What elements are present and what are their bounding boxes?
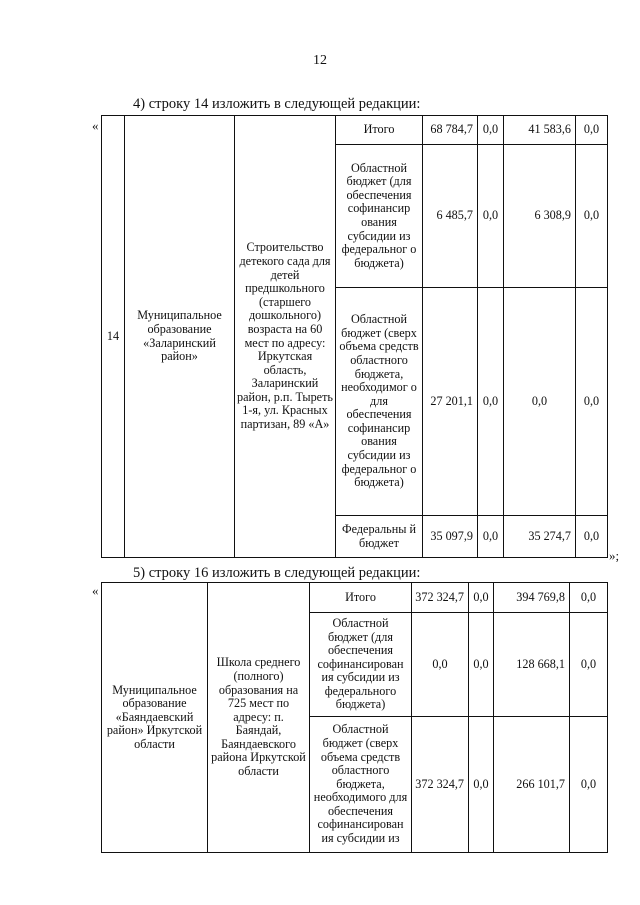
- section-4-table: [101, 115, 608, 558]
- value-cell: 0,0: [469, 717, 494, 853]
- object-cell: Строительство детекого сада для детей предшкольного (старшего дошкольного) возраста на 60 мест по адресу: Иркутская область, Заларинский район, р.п. Тыреть 1-я, ул. Красных партизан, 89 «А»: [235, 116, 336, 558]
- section-5-row-total: [102, 583, 608, 613]
- recipient-cell: Муниципальное образование «Заларинский район»: [125, 116, 235, 558]
- funding-source-cell: Федеральны й бюджет: [336, 516, 423, 558]
- section-5-heading: 5) строку 16 изложить в следующей редакции:: [133, 565, 421, 581]
- object-cell: Школа среднего (полного) образования на 725 мест по адресу: п. Баяндай, Баяндаевского района Иркутской области: [208, 583, 310, 853]
- recipient-cell: Муниципальное образование «Баяндаевский район» Иркутской области: [102, 583, 208, 853]
- value-cell: 0,0: [412, 613, 469, 717]
- value-cell: 0,0: [478, 116, 504, 145]
- row-number-cell: 14: [102, 116, 125, 558]
- funding-source-cell: Областной бюджет (сверх объема средств областного бюджета, необходимог о для обеспечения софинансир ования субсидии из федеральног о бюджета): [336, 288, 423, 516]
- section-4-heading: 4) строку 14 изложить в следующей редакции:: [133, 96, 421, 112]
- value-cell: 266 101,7: [494, 717, 570, 853]
- value-cell: 0,0: [576, 288, 608, 516]
- value-cell: 0,0: [570, 583, 608, 613]
- value-cell: 0,0: [570, 613, 608, 717]
- section-5-open-quote: «: [92, 583, 99, 598]
- value-cell: 0,0: [576, 516, 608, 558]
- funding-source-cell: Областной бюджет (для обеспечения софинансир ования субсидии из федеральног о бюджета): [336, 145, 423, 288]
- value-cell: 372 324,7: [412, 717, 469, 853]
- section-4-close-quote: »;: [609, 548, 620, 563]
- value-cell: 35 097,9: [423, 516, 478, 558]
- value-cell: 128 668,1: [494, 613, 570, 717]
- value-cell: 0,0: [576, 116, 608, 145]
- value-cell: 394 769,8: [494, 583, 570, 613]
- value-cell: 68 784,7: [423, 116, 478, 145]
- funding-source-cell: Областной бюджет (сверх объема средств областного бюджета, необходимого для обеспечения софинансирован ия субсидии из: [310, 717, 412, 853]
- funding-source-cell: Областной бюджет (для обеспечения софинансирован ия субсидии из федерального бюджета): [310, 613, 412, 717]
- value-cell: 0,0: [576, 145, 608, 288]
- value-cell: 0,0: [478, 516, 504, 558]
- value-cell: 27 201,1: [423, 288, 478, 516]
- value-cell: 0,0: [469, 613, 494, 717]
- section-4-open-quote: «: [92, 118, 99, 133]
- value-cell: 6 485,7: [423, 145, 478, 288]
- section-4-row-total: [102, 116, 608, 145]
- section-5-table: [101, 582, 608, 853]
- value-cell: 372 324,7: [412, 583, 469, 613]
- page-number: 12: [313, 53, 327, 68]
- funding-source-cell: Итого: [310, 583, 412, 613]
- value-cell: 35 274,7: [504, 516, 576, 558]
- value-cell: 6 308,9: [504, 145, 576, 288]
- value-cell: 0,0: [478, 145, 504, 288]
- value-cell: 0,0: [469, 583, 494, 613]
- value-cell: 0,0: [478, 288, 504, 516]
- value-cell: 41 583,6: [504, 116, 576, 145]
- funding-source-cell: Итого: [336, 116, 423, 145]
- value-cell: 0,0: [570, 717, 608, 853]
- value-cell: 0,0: [504, 288, 576, 516]
